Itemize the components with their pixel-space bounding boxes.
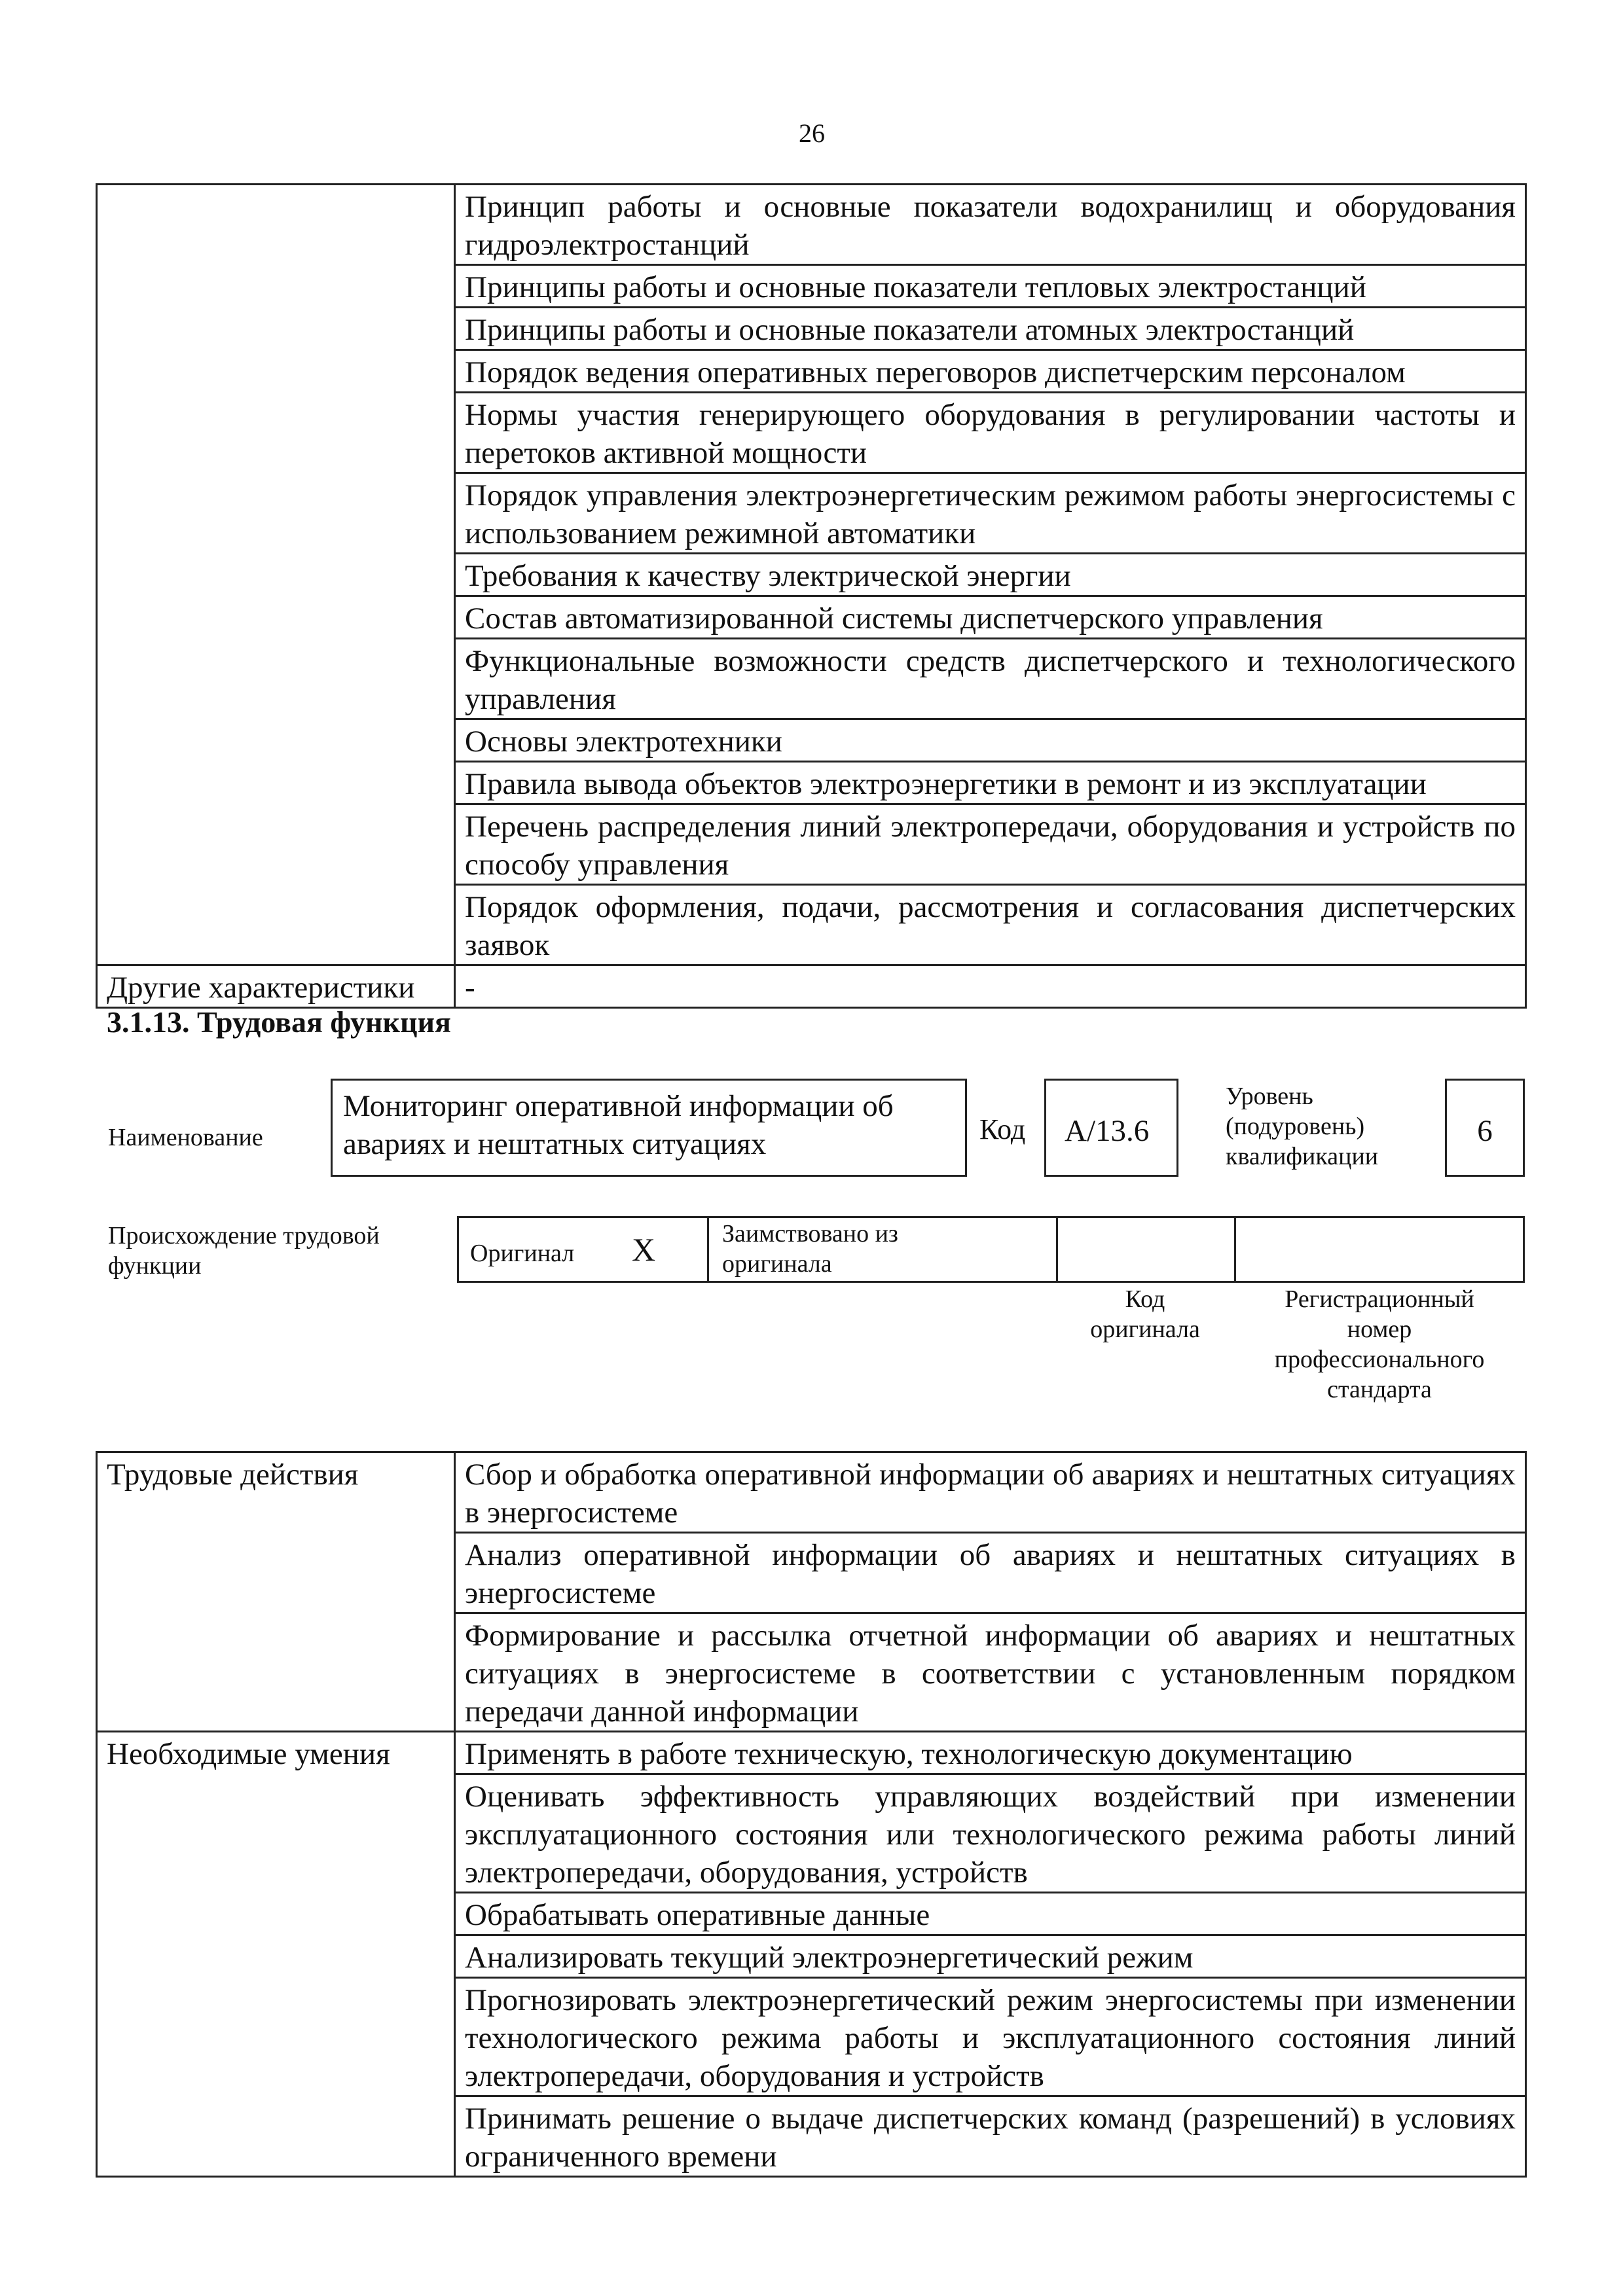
- origin-label: [108, 1221, 380, 1281]
- action-item: Сбор и обработка оперативной информации об авариях и нештатных ситуациях в энергосистеме: [455, 1452, 1526, 1533]
- function-name: Мониторинг оперативной информации об авариях и нештатных ситуациях: [343, 1089, 894, 1161]
- level-label-line: (подуровень): [1226, 1113, 1365, 1140]
- function-details-table: [96, 1451, 1527, 2178]
- skills-label: Необходимые умения: [97, 1732, 455, 2177]
- skill-item: Обрабатывать оперативные данные: [455, 1893, 1526, 1935]
- page-number: 26: [799, 118, 825, 148]
- caption-line: номер: [1347, 1316, 1412, 1343]
- action-item: Анализ оперативной информации об авариях и нештатных ситуациях в энергосистеме: [455, 1533, 1526, 1613]
- knowledge-item: Порядок ведения оперативных переговоров диспетчерским персоналом: [455, 350, 1526, 393]
- borrowed-label: [722, 1219, 898, 1279]
- knowledge-item: Функциональные возможности средств диспетчерского и технологического управления: [455, 639, 1526, 719]
- knowledge-item: Правила вывода объектов электроэнергетики в ремонт и из эксплуатации: [455, 762, 1526, 804]
- knowledge-item: Принципы работы и основные показатели тепловых электростанций: [455, 265, 1526, 308]
- origin-label-line: Происхождение трудовой: [108, 1222, 380, 1249]
- code-label: Код: [979, 1113, 1026, 1145]
- knowledge-table: [96, 183, 1527, 1009]
- code-value: A/13.6: [1065, 1114, 1150, 1148]
- origin-label-line: функции: [108, 1252, 202, 1280]
- caption-line: Регистрационный: [1285, 1285, 1474, 1313]
- skill-item: Анализировать текущий электроэнергетический режим: [455, 1935, 1526, 1978]
- skill-item: Прогнозировать электроэнергетический режим энергосистемы при изменении технологического режима работы и эксплуатационного состояния линий электропередачи, оборудования и устройств: [455, 1978, 1526, 2096]
- knowledge-item: Порядок управления электроэнергетическим режимом работы энергосистемы с использованием режимной автоматики: [455, 473, 1526, 554]
- skill-item: Применять в работе техническую, технологическую документацию: [455, 1732, 1526, 1774]
- actions-label: Трудовые действия: [97, 1452, 455, 1732]
- origin-table: [457, 1216, 1525, 1283]
- caption-line: оригинала: [1090, 1316, 1200, 1343]
- skill-item: Принимать решение о выдаче диспетчерских команд (разрешений) в условиях ограниченного времени: [455, 2096, 1526, 2177]
- borrowed-label-line: Заимствовано из: [722, 1220, 898, 1247]
- knowledge-item: Состав автоматизированной системы диспетчерского управления: [455, 596, 1526, 639]
- level-label-line: квалификации: [1226, 1143, 1379, 1170]
- level-label: [1226, 1081, 1378, 1172]
- name-label: Наименование: [108, 1124, 263, 1151]
- divider: [707, 1216, 709, 1283]
- section-title: 3.1.13. Трудовая функция: [107, 1005, 451, 1039]
- level-value: 6: [1477, 1114, 1493, 1148]
- knowledge-item: Нормы участия генерирующего оборудования в регулировании частоты и перетоков активной мощности: [455, 393, 1526, 473]
- other-characteristics-label: Другие характеристики: [97, 965, 455, 1008]
- other-characteristics-value: -: [455, 965, 1526, 1008]
- name-value-box: [331, 1079, 967, 1177]
- knowledge-item: Порядок оформления, подачи, рассмотрения и согласования диспетчерских заявок: [455, 885, 1526, 965]
- knowledge-label-cell: [97, 185, 455, 965]
- registration-caption: [1234, 1284, 1525, 1405]
- action-item: Формирование и рассылка отчетной информации об авариях и нештатных ситуациях в энергосистеме в соответствии с установленным порядком передачи данной информации: [455, 1613, 1526, 1732]
- original-mark: X: [632, 1231, 656, 1268]
- borrowed-label-line: оригинала: [722, 1250, 832, 1278]
- caption-line: Код: [1125, 1285, 1165, 1313]
- knowledge-item: Основы электротехники: [455, 719, 1526, 762]
- original-code-caption: [1056, 1284, 1234, 1344]
- knowledge-item: Перечень распределения линий электропередачи, оборудования и устройств по способу управления: [455, 804, 1526, 885]
- level-label-line: Уровень: [1226, 1083, 1313, 1110]
- divider: [1234, 1216, 1236, 1283]
- knowledge-item: Принцип работы и основные показатели водохранилищ и оборудования гидроэлектростанций: [455, 185, 1526, 265]
- skill-item: Оценивать эффективность управляющих воздействий при изменении эксплуатационного состояния или технологического режима работы линий электропередачи, оборудования, устройств: [455, 1774, 1526, 1893]
- knowledge-item: Принципы работы и основные показатели атомных электростанций: [455, 308, 1526, 350]
- knowledge-item: Требования к качеству электрической энергии: [455, 554, 1526, 596]
- original-label: Оригинал: [470, 1240, 575, 1267]
- code-value-box: [1044, 1079, 1178, 1177]
- level-value-box: [1445, 1079, 1525, 1177]
- caption-line: профессионального: [1274, 1346, 1485, 1373]
- divider: [1056, 1216, 1058, 1283]
- caption-line: стандарта: [1327, 1376, 1432, 1403]
